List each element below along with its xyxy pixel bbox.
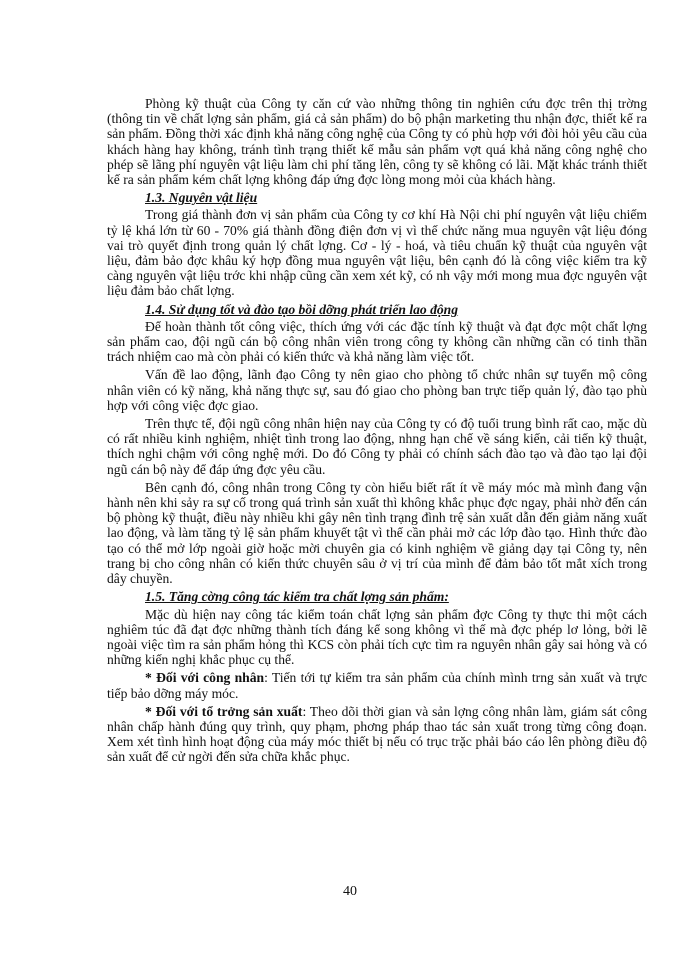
- section-heading-labor-training: 1.4. Sử dụng tốt và đào tạo bồi dỡng phát triển lao động: [145, 301, 459, 317]
- section-heading-quality-inspection: 1.5. Tăng cờng công tác kiểm tra chất lợng sản phẩm:: [145, 589, 449, 605]
- section-paragraph: Trên thực tế, đội ngũ công nhân hiện nay của Công ty có độ tuổi trung bình rất cao, mặc dù có rất nhiều kinh nghiệm, nhiệt tình trong lao động, nhng hạn chế về sáng kiến, cải tiến kỹ thuật, thích nghi chậm với công nghệ mới. Do đó Công ty phải có chính sách đào tạo và đào tạo lại đội ngũ cán bộ này để đáp ứng đợc yêu cầu.: [107, 416, 647, 477]
- bullet-item-workers: [107, 670, 647, 700]
- intro-paragraph: Phòng kỹ thuật của Công ty căn cứ vào những thông tin nghiên cứu đợc trên thị trờng (thông tin về chất lợng sản phẩm, giá cả sản phẩm) do bộ phận marketing thu nhận đợc, thiết kế ra sản phẩm. Đồng thời xác định khả năng công nghệ của Công ty có phù hợp với đòi hỏi yêu cầu của khách hàng hay không, tránh tình trạng thiết kế mẫu sản phẩm vợt quá khả năng công nghệ cho phép sẽ lãng phí nguyên vật liệu làm chi phí tăng lên, công ty sẽ không có lãi. Mặt khác tránh thiết kế ra sản phẩm kém chất lợng không đáp ứng đợc lòng mong mỏi của khách hàng.: [107, 96, 647, 188]
- section-paragraph: Vấn đề lao động, lãnh đạo Công ty nên giao cho phòng tổ chức nhân sự tuyển mộ công nhân viên có kỹ năng, khả năng thực sự, sau đó giao cho phòng ban trực tiếp quản lý, đào tạo phù hợp với công việc đợc giao.: [107, 367, 647, 413]
- bullet-text: : Theo dõi thời gian và sản lợng công nhân làm, giám sát công nhân chấp hành đúng quy trình, quy phạm, phơng pháp thao tác sản xuất trong từng công đoạn. Xem xét tình hình hoạt động của máy móc thiết bị nếu có trục trặc phải báo cáo lên phòng điều độ sản xuất để cử ngời đến sửa chữa khắc phục.: [107, 703, 647, 765]
- bullet-item-team-leaders: [107, 704, 647, 765]
- section-paragraph: Mặc dù hiện nay công tác kiểm toán chất lợng sản phẩm đợc Công ty thực thi một cách nghiêm túc đã đạt đợc những thành tích đáng kể song không vì thế mà đợc phép lơ lỏng, bởi lẽ ngoài việc tìm ra sản phẩm hỏng thì KCS còn phải tích cực tìm ra nguyên nhân gây sai hỏng và có những kiến nghị khắc phục cụ thể.: [107, 606, 647, 668]
- bullet-text: : Tiến tới tự kiểm tra sản phẩm của chính mình trng sản xuất và trực tiếp bảo dỡng máy móc.: [107, 670, 647, 701]
- document-page: [107, 96, 647, 768]
- bullet-lead: * Đối với công nhân: [145, 670, 265, 686]
- page-number: 40: [343, 884, 357, 899]
- section-paragraph: Bên cạnh đó, công nhân trong Công ty còn hiểu biết rất ít về máy móc mà mình đang vận hành nên khi sảy ra sự cố trong quá trình sản xuất thì không khắc phục đợc ngay, phải nhờ đến cán bộ phòng kỹ thuật, điều này nhiều khi gây nên tình trạng đình trệ sản xuất dẫn đến giảm năng xuất lao động, và làm tăng tỷ lệ sản phẩm khuyết tật vì thế cần phải mở các lớp đào tạo. Hình thức đào tạo có thể mở lớp ngoài giờ hoặc mời chuyên gia có kinh nghiệm về giảng dạy tại Công ty, nên trang bị cho công nhân có kiến thức chuyên sâu ở vị trí của mình để đảm bảo tốt mắt xích trong dây chuyền.: [107, 479, 647, 587]
- section-paragraph: Trong giá thành đơn vị sản phẩm của Công ty cơ khí Hà Nội chi phí nguyên vật liệu chiếm tỷ lệ khá lớn từ 60 - 70% giá thành đồng điện đơn vị vì thế chức năng mua nguyên vật liệu đóng vai trò quyết định trong quản lý chất lợng. Cơ - lý - hoá, và tiêu chuẩn kỹ thuật của nguyên vật liệu, đảm bảo đợc khâu ký hợp đồng mua nguyên vật liệu, bên cạnh đó là công việc kiểm tra kỹ càng nguyên vật liệu trớc khi nhập cũng cần xem xét kỹ, có nh vậy mới mong mua đợc nguyên vật liệu đảm bảo chất lợng.: [107, 207, 647, 299]
- section-heading-raw-materials: 1.3. Nguyên vật liệu: [145, 190, 258, 206]
- section-paragraph: Để hoàn thành tốt công việc, thích ứng với các đặc tính kỹ thuật và đạt đợc một chất lợng sản phẩm cao, đội ngũ cán bộ công nhân viên trong công ty không cần những cần có tinh thần trách nhiệm cao mà còn phải có kiến thức và khả năng làm việc tốt.: [107, 318, 647, 365]
- bullet-lead: * Đối với tổ trởng sản xuất: [145, 703, 303, 719]
